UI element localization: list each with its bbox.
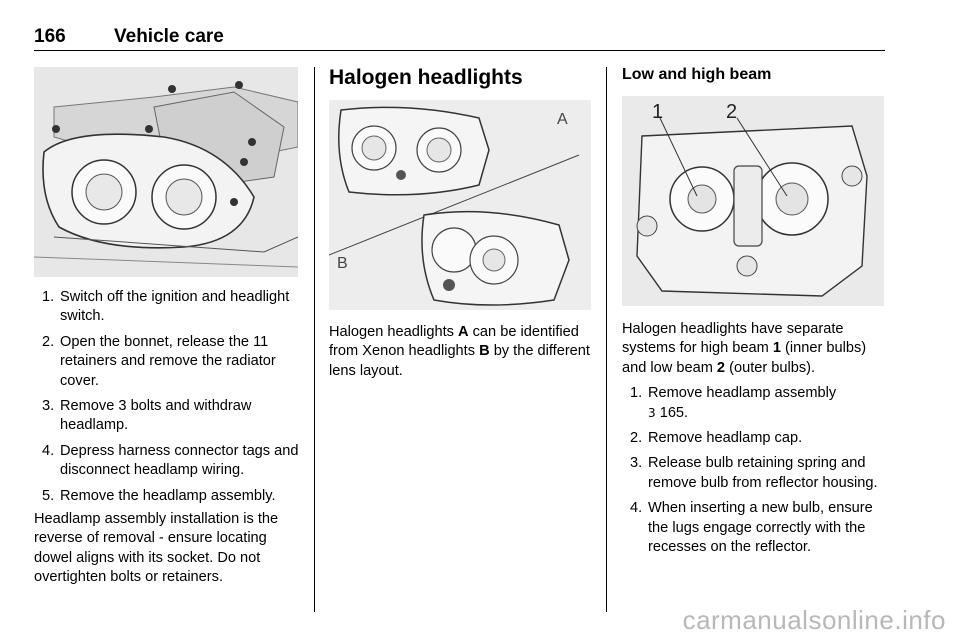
header-rule [34,50,885,51]
section-title: Vehicle care [114,26,224,47]
halogen-headlights-heading: Halogen headlights [329,66,523,89]
list-item: 1. Switch off the ignition and headlight switch. [42,289,290,325]
list-item: 1. Remove headlamp assembly 3 165. [630,385,837,421]
page-number: 166 [34,26,66,47]
bulb-locations-illustration [622,96,884,306]
list-item: 4. Depress harness connector tags and disconnect headlamp wiring. [42,442,299,479]
low-high-beam-heading: Low and high beam [622,66,772,83]
figure-label-2: 2 [726,101,738,123]
removal-steps-list [34,288,300,506]
bulb-replacement-steps [622,384,888,557]
figure-label-b: B [337,255,348,272]
list-item: 5. Remove the headlamp assembly. [42,487,276,504]
list-item: 2. Open the bonnet, release the 11 retainers and remove the radiator cover. [42,333,276,389]
figure-label-1: 1 [652,101,664,123]
list-item: 4. When inserting a new bulb, ensure the lugs engage correctly with the recesses on the reflector. [630,500,873,556]
list-item: 3. Remove 3 bolts and withdraw headlamp. [42,398,252,434]
column-divider-2 [606,67,607,612]
reference-arrow-icon: 3 [648,405,656,420]
figure-engine-bay-headlamp [34,67,298,277]
column-1-text [34,288,300,588]
halogen-xenon-illustration [329,100,591,310]
figure-label-a: A [557,111,568,128]
column-3-text [622,320,888,563]
engine-bay-illustration [34,67,298,277]
page-reference: 165. [659,404,689,421]
page-header [34,22,885,52]
halogen-identification-paragraph: Halogen headlights A can be identified from Xenon headlights B by the different lens layout. [329,324,590,379]
column-divider-1 [314,67,315,612]
beam-systems-paragraph: Halogen headlights have separate systems for high beam 1 (inner bulbs) and low beam 2 (outer bulbs). [622,321,867,376]
installation-note: Headlamp assembly installation is the reverse of removal - ensure locating dowel aligns with its socket. Do not overtighten bolts or retainers. [34,511,279,586]
figure-halogen-vs-xenon [329,100,591,310]
figure-bulb-locations [622,96,884,306]
watermark: carmanualsonline.info [682,605,946,635]
list-item: 3. Release bulb retaining spring and remove bulb from reflector housing. [630,455,878,491]
list-item: 2. Remove headlamp cap. [630,430,803,447]
